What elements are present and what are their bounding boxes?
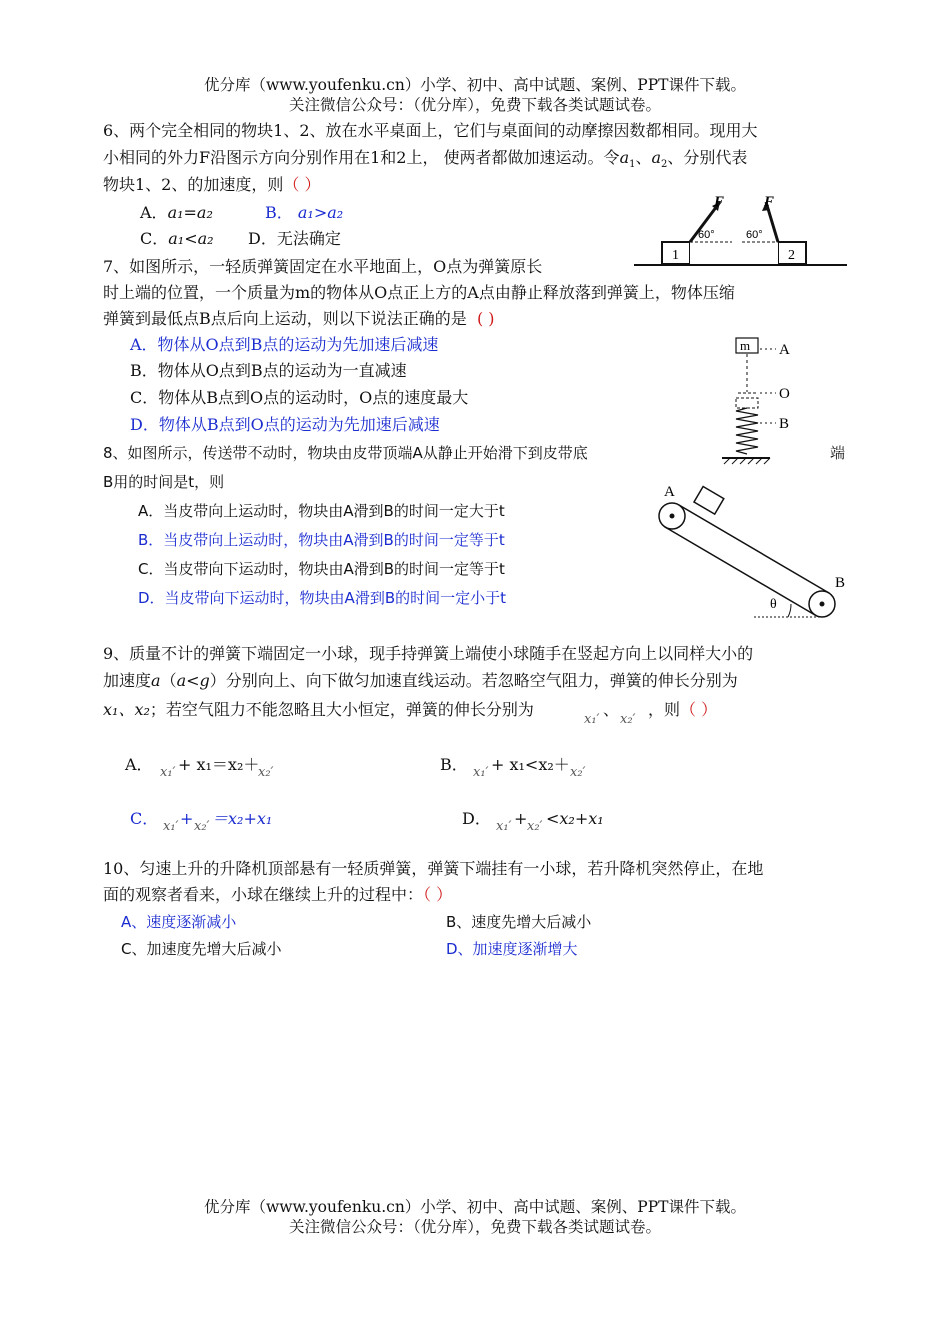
fig-F2-label: F xyxy=(764,194,775,210)
q7-line-3: 弹簧到最低点B点后向上运动，则以下说法正确的是 ( ) xyxy=(103,309,495,328)
q10-option-b: B、速度先增大后减小 xyxy=(446,913,592,931)
q8-figure xyxy=(650,476,850,622)
q7-option-a: A．物体从O点到B点的运动为先加速后减速 xyxy=(130,335,439,354)
q6-option-b: B． a₁>a₂ xyxy=(265,203,344,222)
q7-option-b: B．物体从O点到B点的运动为一直减速 xyxy=(130,361,407,380)
q9-option-c-x1p: x₁′ xyxy=(163,819,179,834)
fig-block-2-label: 2 xyxy=(788,248,795,263)
q8-line-2: B用的时间是t，则 xyxy=(103,473,225,491)
q6-line-1: 6、两个完全相同的物块1、2、放在水平桌面上，它们与桌面间的动摩擦因数都相同。现用大 xyxy=(103,121,758,140)
q9-option-a-tail: + x₁＝x₂＋ xyxy=(178,755,260,774)
q9-option-c-tail: ＝x₂+x₁ xyxy=(212,809,273,828)
q9-line-3: x₁、x₂；若空气阻力不能忽略且大小恒定，弹簧的伸长分别为 xyxy=(103,700,534,719)
q9-option-a-x1p: x₁′ xyxy=(160,765,176,780)
q8-line-1: 8、如图所示，传送带不动时，物块由皮带顶端A从静止开始滑下到皮带底 xyxy=(103,444,588,462)
q6-figure xyxy=(632,192,850,270)
q9-option-d: D． xyxy=(462,809,491,828)
q8-line-1-end: 端 xyxy=(830,444,846,462)
q7-figure xyxy=(718,336,808,466)
q9-then: ，则（ ） xyxy=(648,700,718,719)
q6-option-d: D．无法确定 xyxy=(248,229,341,248)
q6-option-a: A．a₁=a₂ xyxy=(140,203,213,222)
fig-belt-A: A xyxy=(664,484,675,500)
q8-option-a: A．当皮带向上运动时，物块由A滑到B的时间一定大于t xyxy=(138,502,505,520)
footer-line-2: 关注微信公众号：（优分库），免费下载各类试题试卷。 xyxy=(288,1218,661,1236)
q7-option-d: D．物体从B点到O点的运动为先加速后减速 xyxy=(130,415,440,434)
q7-line-1: 7、如图所示，一轻质弹簧固定在水平地面上，O点为弹簧原长 xyxy=(103,257,543,276)
fig-point-A: A xyxy=(779,342,790,358)
footer-line-1: 优分库（www.youfenku.cn）小学、初中、高中试题、案例、PPT课件下载。 xyxy=(203,1198,747,1216)
q10-option-d: D、加速度逐渐增大 xyxy=(446,940,578,958)
q6-line-2: 小相同的外力F沿图示方向分别作用在1和2上， 使两者都做加速运动。令$a_1$、$a_2$、分别代表 xyxy=(103,148,748,171)
q10-line-2: 面的观察者看来，小球在继续上升的过程中：（ ） xyxy=(103,885,453,904)
q9-option-b-x2p: x₂′ xyxy=(570,765,586,780)
q10-option-a: A、速度逐渐减小 xyxy=(121,913,237,931)
fig-F1-label: F xyxy=(714,194,725,210)
q9-x1-prime: x₁′ xyxy=(584,712,600,727)
q9-option-a: A． xyxy=(125,755,153,774)
q7-option-c: C．物体从B点到O点的运动时，O点的速度最大 xyxy=(130,388,469,407)
header-line-2: 关注微信公众号：（优分库），免费下载各类试题试卷。 xyxy=(288,96,661,114)
q8-option-c: C．当皮带向下运动时，物块由A滑到B的时间一定等于t xyxy=(138,560,505,578)
q9-option-d-x2p: x₂′ xyxy=(527,819,543,834)
q10-option-c: C、加速度先增大后减小 xyxy=(121,940,282,958)
q9-option-c-plus: + xyxy=(180,809,194,828)
q6-line-3: 物块1、2、的加速度，则（ ） xyxy=(103,175,321,194)
q9-option-d-plus: + xyxy=(514,809,528,828)
q9-option-a-x2p: x₂′ xyxy=(258,765,274,780)
fig-angle-2: 60° xyxy=(746,229,763,241)
q9-line-2: 加速度a（a<g）分别向上、向下做匀加速直线运动。若忽略空气阻力，弹簧的伸长分别为 xyxy=(103,671,738,690)
q9-x2-prime: x₂′ xyxy=(620,712,636,727)
q9-option-b-tail: + x₁<x₂＋ xyxy=(491,755,570,774)
q9-option-d-x1p: x₁′ xyxy=(496,819,512,834)
q8-option-b: B．当皮带向上运动时，物块由A滑到B的时间一定等于t xyxy=(138,531,505,549)
q6-option-c: C．a₁<a₂ xyxy=(140,229,214,248)
fig-block-1-label: 1 xyxy=(672,248,679,263)
q9-line-1: 9、质量不计的弹簧下端固定一小球，现手持弹簧上端使小球随手在竖起方向上以同样大小的 xyxy=(103,644,754,663)
fig-point-B: B xyxy=(779,416,790,432)
q9-option-b-x1p: x₁′ xyxy=(473,765,489,780)
q9-option-d-tail: <x₂+x₁ xyxy=(546,809,604,828)
q7-line-2: 时上端的位置，一个质量为m的物体从O点正上方的A点由静止释放落到弹簧上，物体压缩 xyxy=(103,283,735,302)
fig-angle-1: 60° xyxy=(698,229,715,241)
fig-belt-B: B xyxy=(835,575,846,591)
q8-option-d: D．当皮带向下运动时，物块由A滑到B的时间一定小于t xyxy=(138,589,506,607)
q9-option-c-x2p: x₂′ xyxy=(194,819,210,834)
q9-option-c: C． xyxy=(130,809,159,828)
fig-theta: θ xyxy=(770,597,777,612)
q9-separator: 、 xyxy=(603,700,620,719)
header-line-1: 优分库（www.youfenku.cn）小学、初中、高中试题、案例、PPT课件下载。 xyxy=(203,76,747,94)
q9-option-b: B． xyxy=(440,755,468,774)
fig-mass-label: m xyxy=(740,338,751,353)
q10-line-1: 10、匀速上升的升降机顶部悬有一轻质弹簧，弹簧下端挂有一小球，若升降机突然停止，在地 xyxy=(103,859,764,878)
fig-point-O: O xyxy=(779,386,790,402)
